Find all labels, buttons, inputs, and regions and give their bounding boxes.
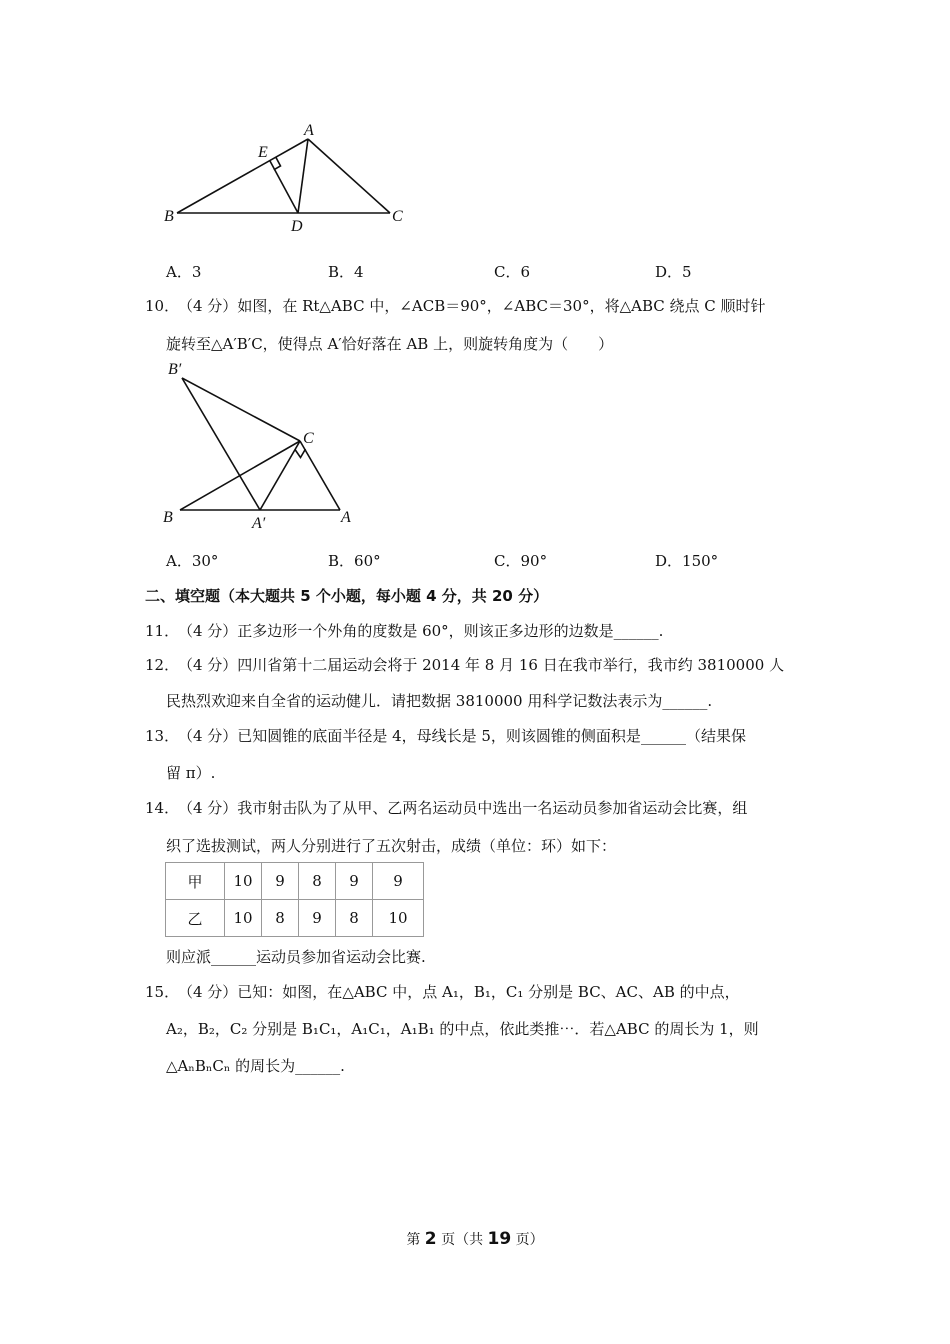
table-cell: 10: [225, 900, 262, 937]
footer-total-pages: 19: [487, 1229, 512, 1249]
q10-score-and-line1: [178, 295, 766, 316]
score-table: [165, 862, 424, 937]
label-Aprime: A′: [252, 515, 266, 532]
table-cell: 9: [373, 863, 424, 900]
q10-option-c: C．90°: [494, 552, 548, 570]
q10-line2: 旋转至△A′B′C，使得点 A′恰好落在 AB 上，则旋转角度为（ ）: [166, 335, 614, 353]
label-A: A: [341, 509, 351, 526]
section-heading-fill-blank: 二、填空题（本大题共 5 个小题，每小题 4 分，共 20 分）: [145, 587, 549, 605]
q9-option-c: C．6: [494, 263, 531, 281]
q10-score: （4 分）: [178, 297, 238, 315]
q10-option-a: A．30°: [166, 552, 219, 570]
table-cell: 乙: [166, 900, 225, 937]
table-cell: 甲: [166, 863, 225, 900]
label-B: B: [164, 208, 174, 225]
label-Bprime: B′: [168, 361, 182, 378]
table-cell: 8: [299, 863, 336, 900]
footer-post: 页）: [515, 1232, 544, 1248]
q14-line1: （4 分）我市射击队为了从甲、乙两名运动员中选出一名运动员参加省运动会比赛，组: [178, 799, 748, 817]
table-cell: 9: [262, 863, 299, 900]
q12-line2: 民热烈欢迎来自全省的运动健儿．请把数据 3810000 用科学记数法表示为______.: [166, 692, 713, 710]
table-row: [166, 900, 424, 937]
q14-line2: 织了选拔测试，两人分别进行了五次射击，成绩（单位：环）如下：: [166, 837, 617, 855]
q15-number: 15．: [145, 983, 180, 1001]
footer-mid: 页（共: [441, 1232, 484, 1248]
table-cell: 9: [336, 863, 373, 900]
page-footer: [0, 1229, 950, 1249]
q9-option-a: A．3: [166, 263, 202, 281]
label-A: A: [304, 122, 314, 139]
label-C: C: [303, 430, 314, 447]
footer-page-number: 2: [424, 1229, 437, 1249]
label-C: C: [392, 208, 403, 225]
q10-option-b: B．60°: [328, 552, 381, 570]
table-cell: 10: [225, 863, 262, 900]
q13-number: 13．: [145, 727, 180, 745]
q15-line3: △AₙBₙCₙ 的周长为______.: [166, 1057, 345, 1075]
q15-line1: （4 分）已知：如图，在△ABC 中，点 A₁，B₁，C₁ 分别是 BC、AC、AB 的中点，: [178, 983, 740, 1001]
q11-number: 11．: [145, 622, 180, 640]
table-cell: 8: [336, 900, 373, 937]
figure-q9: [160, 115, 420, 240]
label-D: D: [291, 218, 303, 235]
table-cell: 9: [299, 900, 336, 937]
q10-option-d: D．150°: [655, 552, 719, 570]
q12-line1: （4 分）四川省第十二届运动会将于 2014 年 8 月 16 日在我市举行，我市约 3810000 人: [178, 656, 785, 674]
q9-option-d: D．5: [655, 263, 692, 281]
q13-line2: 留 π）.: [166, 764, 216, 782]
q10-line1: 如图，在 Rt△ABC 中，∠ACB＝90°，∠ABC＝30°，将△ABC 绕点 C 顺时针: [237, 297, 766, 315]
q12-number: 12．: [145, 656, 180, 674]
label-E: E: [258, 144, 268, 161]
table-cell: 8: [262, 900, 299, 937]
table-cell: 10: [373, 900, 424, 937]
q14-number: 14．: [145, 799, 180, 817]
q13-line1: （4 分）已知圆锥的底面半径是 4，母线长是 5，则该圆锥的侧面积是______（结果保: [178, 727, 746, 745]
table-row: [166, 863, 424, 900]
figure-q10: [160, 358, 370, 538]
label-B: B: [163, 509, 173, 526]
q11-text: （4 分）正多边形一个外角的度数是 60°，则该正多边形的边数是______.: [178, 622, 664, 640]
q15-line2: A₂，B₂，C₂ 分别是 B₁C₁，A₁C₁，A₁B₁ 的中点，依此类推⋯．若△ABC 的周长为 1，则: [166, 1020, 759, 1038]
q10-number: 10．: [145, 297, 180, 315]
footer-pre: 第: [406, 1232, 421, 1248]
q9-option-b: B．4: [328, 263, 364, 281]
q14-line3: 则应派______运动员参加省运动会比赛.: [166, 948, 426, 966]
